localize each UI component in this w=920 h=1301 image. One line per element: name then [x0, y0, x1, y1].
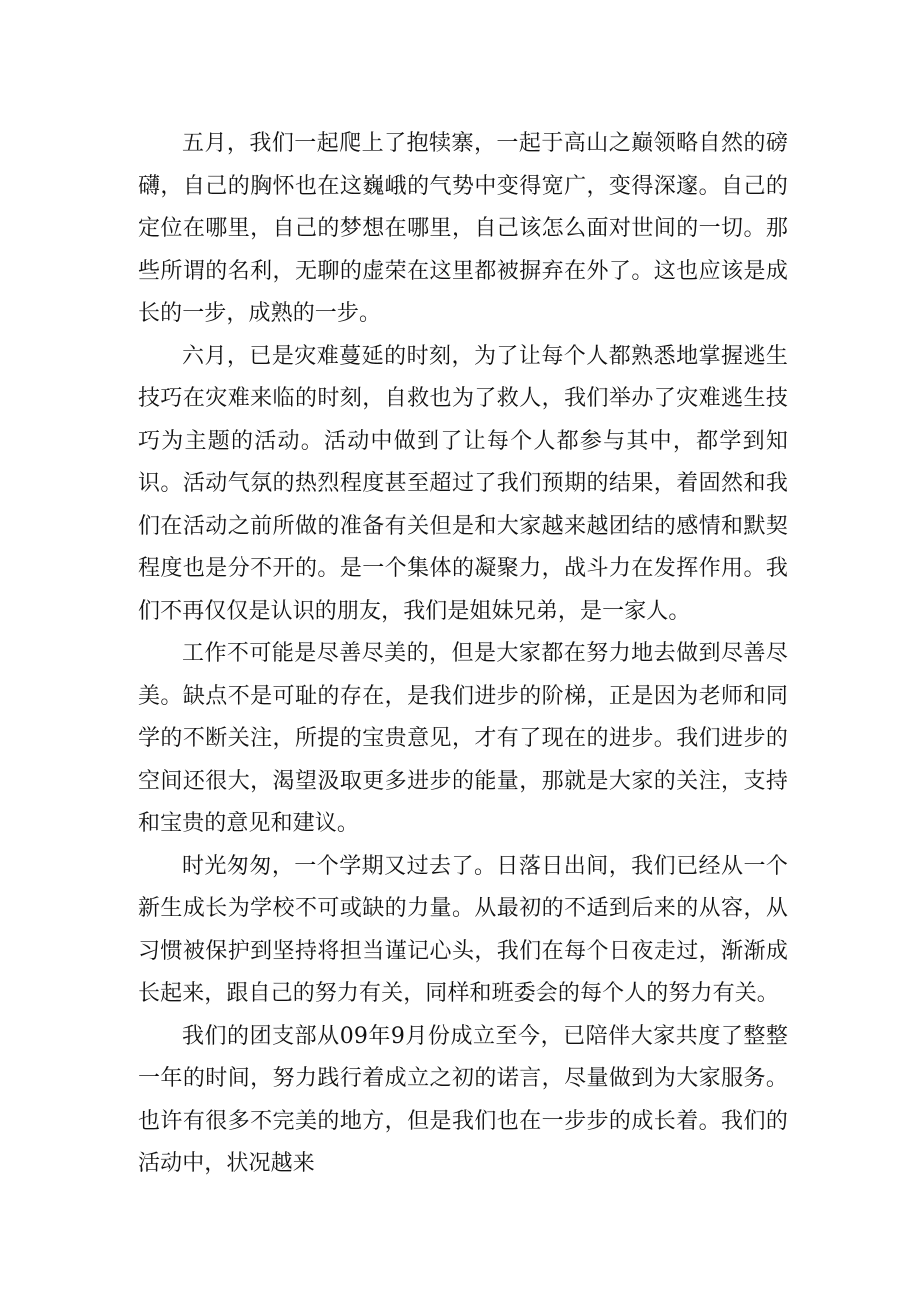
paragraph-time: 时光匆匆，一个学期又过去了。日落日出间，我们已经从一个新生成长为学校不可或缺的力量。从最初的不适到后来的从容，从习惯被保护到坚持将担当谨记心头，我们在每个日夜走过，渐渐成长起来，跟自己的努力有关，同样和班委会的每个人的努力有关。 — [138, 853, 788, 1006]
paragraph-june: 六月，已是灾难蔓延的时刻，为了让每个人都熟悉地掌握逃生技巧在灾难来临的时刻，自救也为了救人，我们举办了灾难逃生技巧为主题的活动。活动中做到了让每个人都参与其中，都学到知识。活动气氛的热烈程度甚至超过了我们预期的结果，着固然和我们在活动之前所做的准备有关但是和大家越来越团结的感情和默契程度也是分不开的。是一个集体的凝聚力，战斗力在发挥作用。我们不再仅仅是认识的朋友，我们是姐妹兄弟，是一家人。 — [138, 343, 788, 624]
document-body — [138, 123, 788, 1186]
paragraph-may: 五月，我们一起爬上了抱犊寨，一起于高山之巅领略自然的磅礴，自己的胸怀也在这巍峨的气势中变得宽广，变得深邃。自己的定位在哪里，自己的梦想在哪里，自己该怎么面对世间的一切。那些所谓的名利，无聊的虚荣在这里都被摒弃在外了。这也应该是成长的一步，成熟的一步。 — [138, 131, 788, 326]
paragraph-league-branch: 我们的团支部从09年9月份成立至今，已陪伴大家共度了整整一年的时间，努力践行着成立之初的诺言，尽量做到为大家服务。也许有很多不完美的地方，但是我们也在一步步的成长着。我们的活动中，状况越来 — [138, 1023, 788, 1176]
paragraph-work: 工作不可能是尽善尽美的，但是大家都在努力地去做到尽善尽美。缺点不是可耻的存在，是我们进步的阶梯，正是因为老师和同学的不断关注，所提的宝贵意见，才有了现在的进步。我们进步的空间还很大，渴望汲取更多进步的能量，那就是大家的关注，支持和宝贵的意见和建议。 — [138, 641, 788, 836]
